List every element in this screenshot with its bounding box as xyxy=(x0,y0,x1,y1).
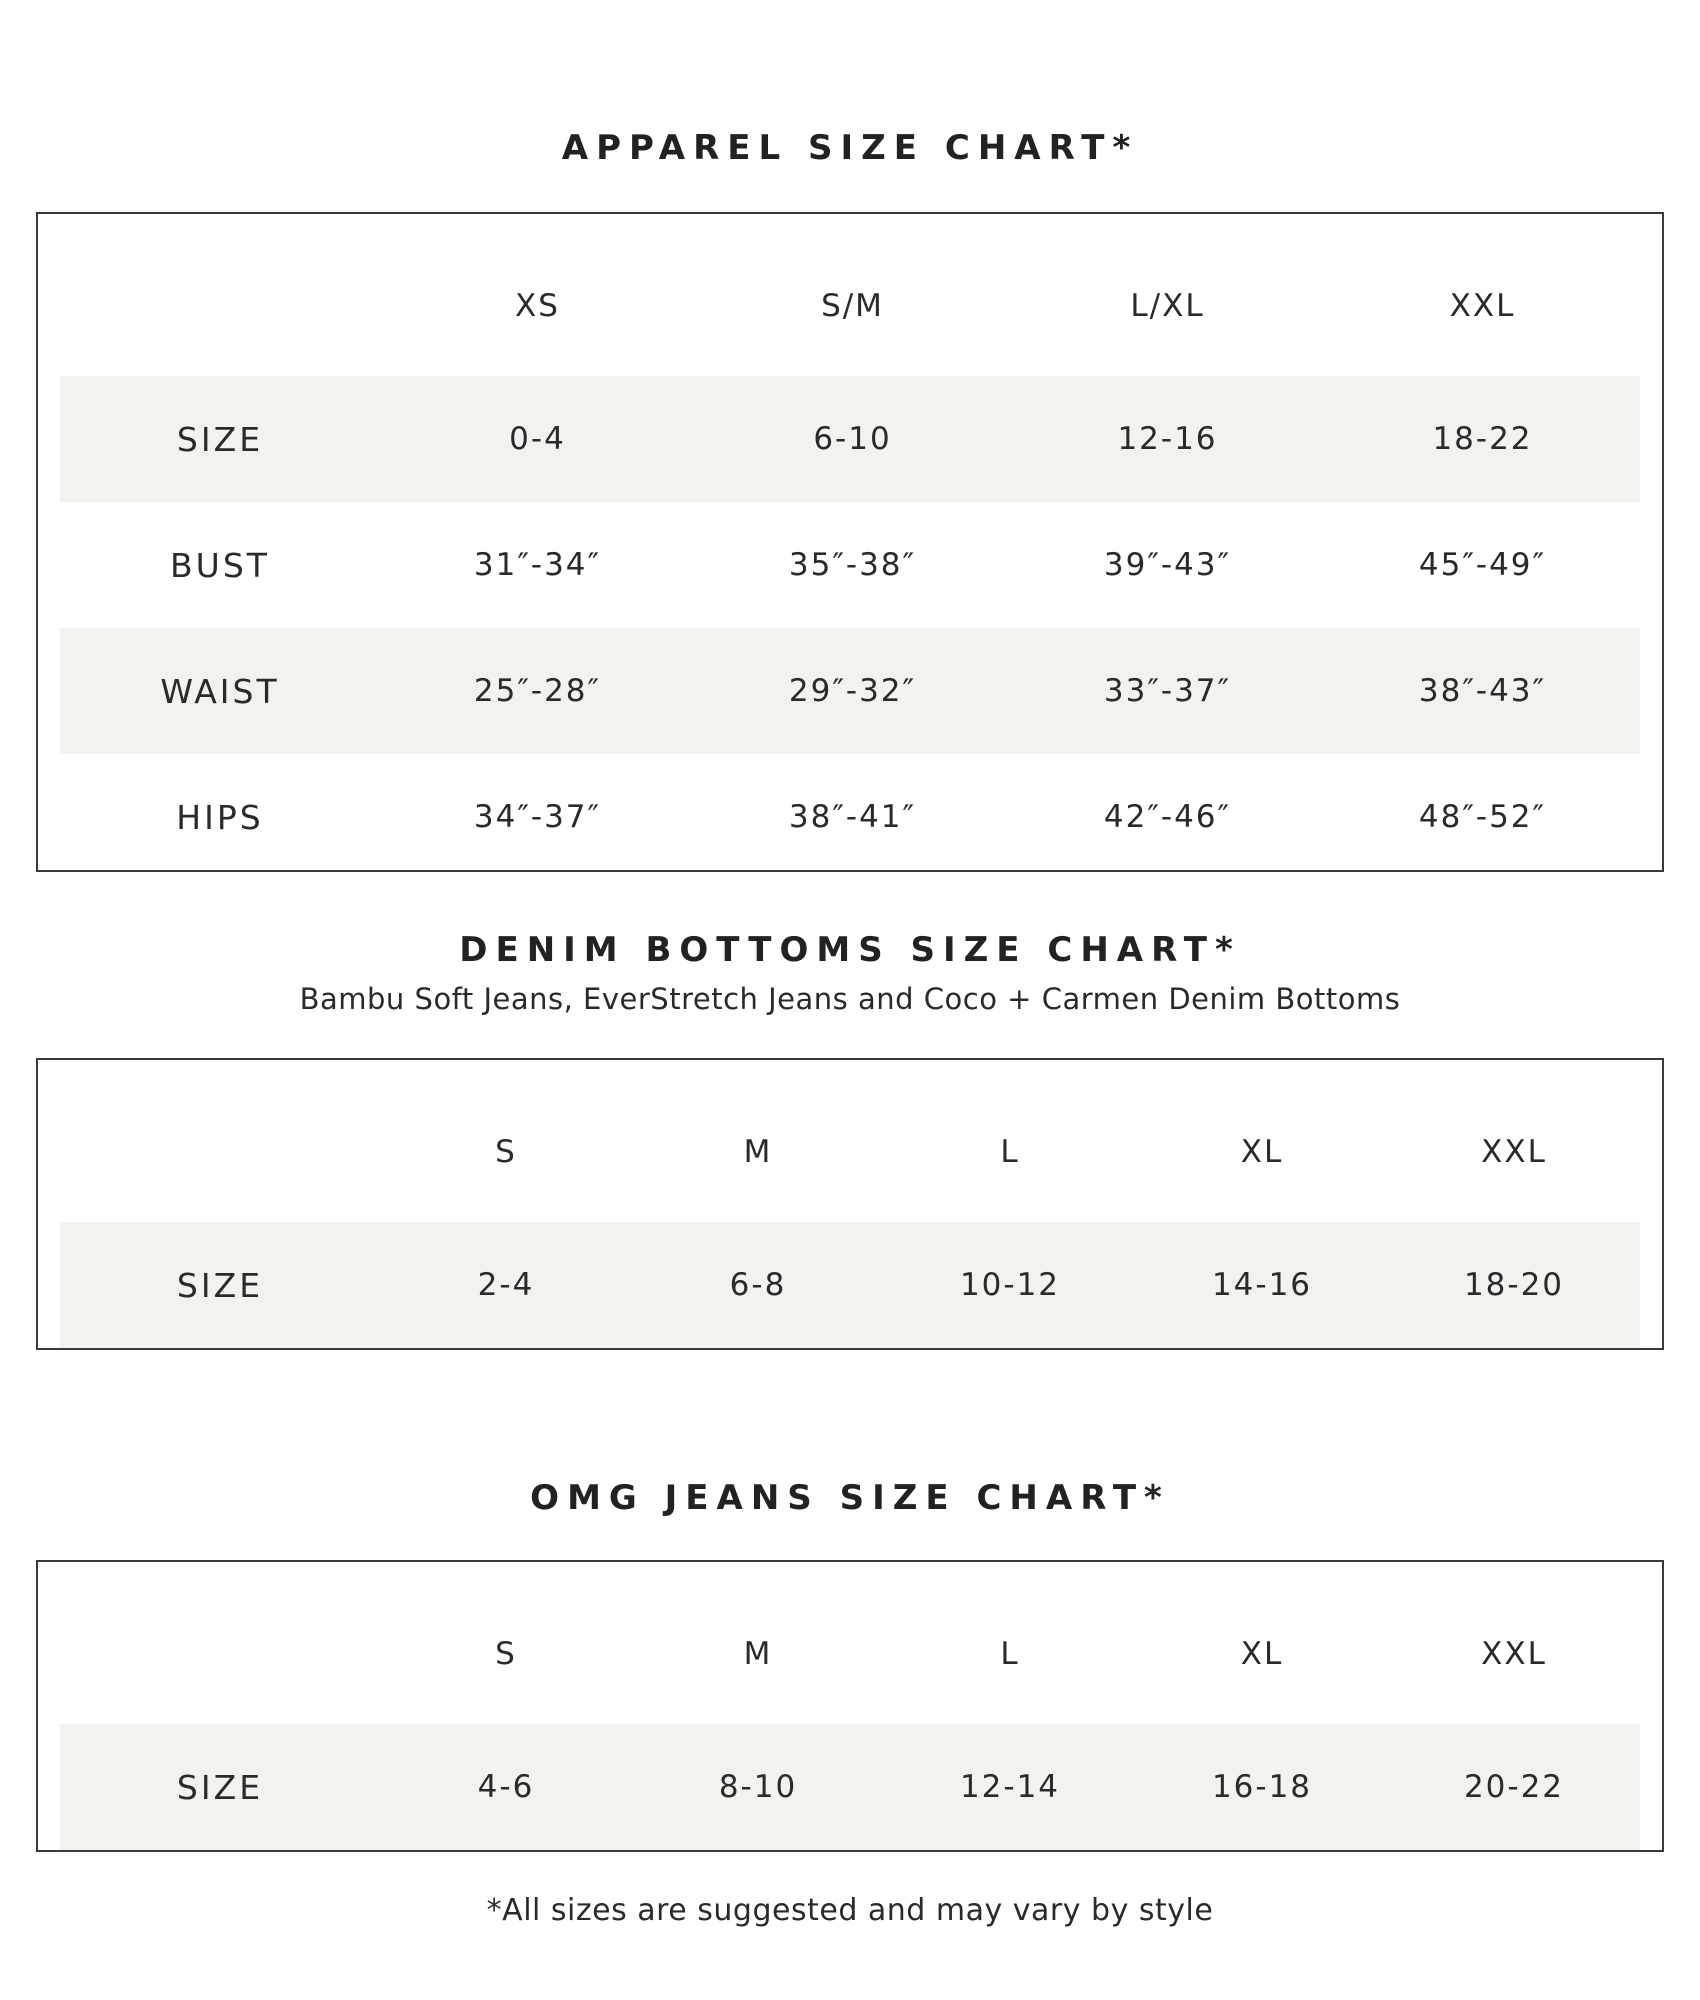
table-row xyxy=(60,754,1640,880)
table-cell: 48″-52″ xyxy=(1418,799,1547,835)
table-cell: 33″-37″ xyxy=(1010,628,1325,754)
apparel-size-chart xyxy=(36,212,1664,872)
table-cell: 12-14 xyxy=(884,1724,1136,1850)
header-cell-xl: XL xyxy=(1240,1134,1284,1170)
table-cell: 39″-43″ xyxy=(1103,547,1232,583)
table-cell: 38″-43″ xyxy=(1325,628,1640,754)
header-cell-empty xyxy=(60,236,380,376)
apparel-header-row xyxy=(60,236,1640,376)
denim-chart-title: DENIM BOTTOMS SIZE CHART* xyxy=(459,930,1241,970)
table-cell: 18-20 xyxy=(1388,1222,1640,1348)
omg-header-row xyxy=(60,1584,1640,1724)
table-cell: 20-22 xyxy=(1388,1724,1640,1850)
table-cell: 10-12 xyxy=(884,1222,1136,1348)
table-cell: 38″-41″ xyxy=(788,799,917,835)
apparel-size-table xyxy=(60,236,1640,880)
table-cell: 6-10 xyxy=(695,376,1010,502)
header-cell-s: S xyxy=(495,1636,517,1672)
table-row xyxy=(60,376,1640,502)
table-cell: 4-6 xyxy=(380,1724,632,1850)
header-cell-s: S xyxy=(495,1134,517,1170)
size-disclaimer-footnote: *All sizes are suggested and may vary by style xyxy=(486,1893,1214,1928)
apparel-chart-title: APPAREL SIZE CHART* xyxy=(561,128,1139,168)
table-cell: 42″-46″ xyxy=(1103,799,1232,835)
table-cell: 31″-34″ xyxy=(473,547,602,583)
row-label-size: SIZE xyxy=(60,1222,380,1348)
header-cell-xl: XL xyxy=(1240,1636,1284,1672)
header-cell-m: M xyxy=(743,1636,773,1672)
table-row xyxy=(60,628,1640,754)
header-cell-l: L xyxy=(1000,1134,1020,1170)
omg-size-table xyxy=(60,1584,1640,1850)
row-label-size: SIZE xyxy=(60,1724,380,1850)
table-cell: 18-22 xyxy=(1325,376,1640,502)
header-cell-xxl: XXL xyxy=(1449,288,1516,324)
table-cell: 0-4 xyxy=(380,376,695,502)
row-label-bust: BUST xyxy=(170,545,270,585)
table-cell: 35″-38″ xyxy=(788,547,917,583)
row-label-hips: HIPS xyxy=(176,797,264,837)
table-cell: 14-16 xyxy=(1136,1222,1388,1348)
table-cell: 6-8 xyxy=(632,1222,884,1348)
header-cell-sm: S/M xyxy=(821,288,884,324)
table-row xyxy=(60,1724,1640,1850)
table-row xyxy=(60,502,1640,628)
header-cell-l: L xyxy=(1000,1636,1020,1672)
denim-size-table xyxy=(60,1082,1640,1348)
denim-size-chart xyxy=(36,1058,1664,1350)
denim-chart-subtitle: Bambu Soft Jeans, EverStretch Jeans and Coco + Carmen Denim Bottoms xyxy=(299,982,1401,1016)
denim-header-row xyxy=(60,1082,1640,1222)
header-cell-lxl: L/XL xyxy=(1130,288,1205,324)
row-label-waist: WAIST xyxy=(60,628,380,754)
table-cell: 8-10 xyxy=(632,1724,884,1850)
table-cell: 45″-49″ xyxy=(1418,547,1547,583)
table-cell: 12-16 xyxy=(1010,376,1325,502)
table-cell: 2-4 xyxy=(380,1222,632,1348)
table-cell: 34″-37″ xyxy=(473,799,602,835)
header-cell-xxl: XXL xyxy=(1481,1134,1547,1170)
header-cell-m: M xyxy=(743,1134,773,1170)
header-cell-xs: XS xyxy=(515,288,560,324)
row-label-size: SIZE xyxy=(60,376,380,502)
header-cell-empty xyxy=(60,1584,380,1724)
table-row xyxy=(60,1222,1640,1348)
omg-size-chart xyxy=(36,1560,1664,1852)
header-cell-empty xyxy=(60,1082,380,1222)
table-cell: 25″-28″ xyxy=(380,628,695,754)
table-cell: 16-18 xyxy=(1136,1724,1388,1850)
omg-chart-title: OMG JEANS SIZE CHART* xyxy=(530,1478,1170,1518)
table-cell: 29″-32″ xyxy=(695,628,1010,754)
header-cell-xxl: XXL xyxy=(1481,1636,1547,1672)
